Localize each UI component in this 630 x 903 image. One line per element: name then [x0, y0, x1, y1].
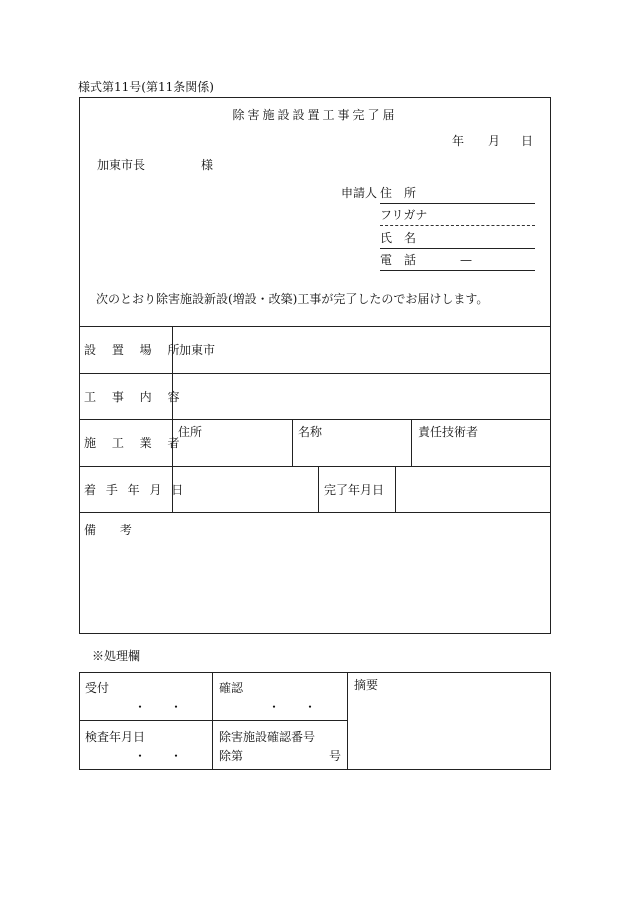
row-divider: [79, 326, 551, 327]
processing-heading: ※処理欄: [92, 649, 141, 663]
contractor-name-label: 名称: [298, 425, 323, 439]
date-year-label: 年: [452, 134, 465, 148]
confirm-number-prefix: 除第: [219, 749, 244, 763]
inspection-date-dots[interactable]: ・ ・: [134, 749, 183, 763]
location-label: 設 置 場 所: [84, 343, 186, 357]
completion-date-label: 完了年月日: [324, 483, 385, 497]
date-divider: [318, 466, 319, 512]
contractor-address-label: 住所: [178, 425, 203, 439]
applicant-name-label: 氏 名: [380, 231, 417, 245]
start-date-field[interactable]: [173, 467, 317, 511]
applicant-phone-label: 電 話: [380, 253, 417, 267]
addressee-honorific: 様: [201, 158, 214, 172]
applicant-furigana-label: フリガナ: [380, 208, 428, 222]
completion-date-field[interactable]: [396, 467, 550, 511]
summary-label: 摘要: [354, 678, 379, 692]
confirm-number-label: 除害施設確認番号: [219, 730, 316, 744]
contractor-engineer-label: 責任技術者: [418, 425, 479, 439]
processing-divider: [347, 672, 348, 770]
statement-text: 次のとおり除害施設新設(増設・改築)工事が完了したのでお届けします。: [96, 292, 489, 306]
receipt-label: 受付: [85, 681, 110, 695]
form-title: 除害施設設置工事完了届: [232, 108, 398, 122]
applicant-address-label: 住 所: [380, 186, 417, 200]
applicant-furigana-line[interactable]: [380, 225, 535, 226]
row-divider: [79, 512, 551, 513]
confirm-date-dots[interactable]: ・ ・: [268, 700, 317, 714]
remarks-field[interactable]: [80, 540, 550, 632]
confirm-label: 確認: [219, 681, 244, 695]
contractor-label: 施 工 業 者: [84, 436, 186, 450]
remarks-label: 備 考: [84, 523, 142, 537]
receipt-date-dots[interactable]: ・ ・: [134, 700, 183, 714]
start-date-label: 着 手 年 月 日: [84, 483, 187, 497]
applicant-address-line[interactable]: [380, 203, 535, 204]
processing-divider: [212, 672, 213, 770]
construction-content-field[interactable]: [173, 374, 550, 418]
date-month-label: 月: [488, 134, 501, 148]
location-value[interactable]: 加東市: [179, 343, 216, 357]
contractor-divider: [411, 419, 412, 466]
confirm-number-suffix: 号: [329, 749, 342, 763]
applicant-phone-line[interactable]: [380, 270, 535, 271]
applicant-phone-dash: —: [460, 253, 472, 267]
date-day-label: 日: [521, 134, 534, 148]
applicant-name-line[interactable]: [380, 248, 535, 249]
inspection-date-label: 検査年月日: [85, 730, 146, 744]
contractor-divider: [292, 419, 293, 466]
construction-content-label: 工 事 内 容: [84, 390, 186, 404]
form-number: 様式第11号(第11条関係): [78, 80, 214, 94]
addressee-label: 加東市長: [97, 158, 146, 172]
applicant-label: 申請人: [341, 186, 378, 200]
row-divider: [79, 419, 551, 420]
processing-row-divider: [79, 720, 347, 721]
